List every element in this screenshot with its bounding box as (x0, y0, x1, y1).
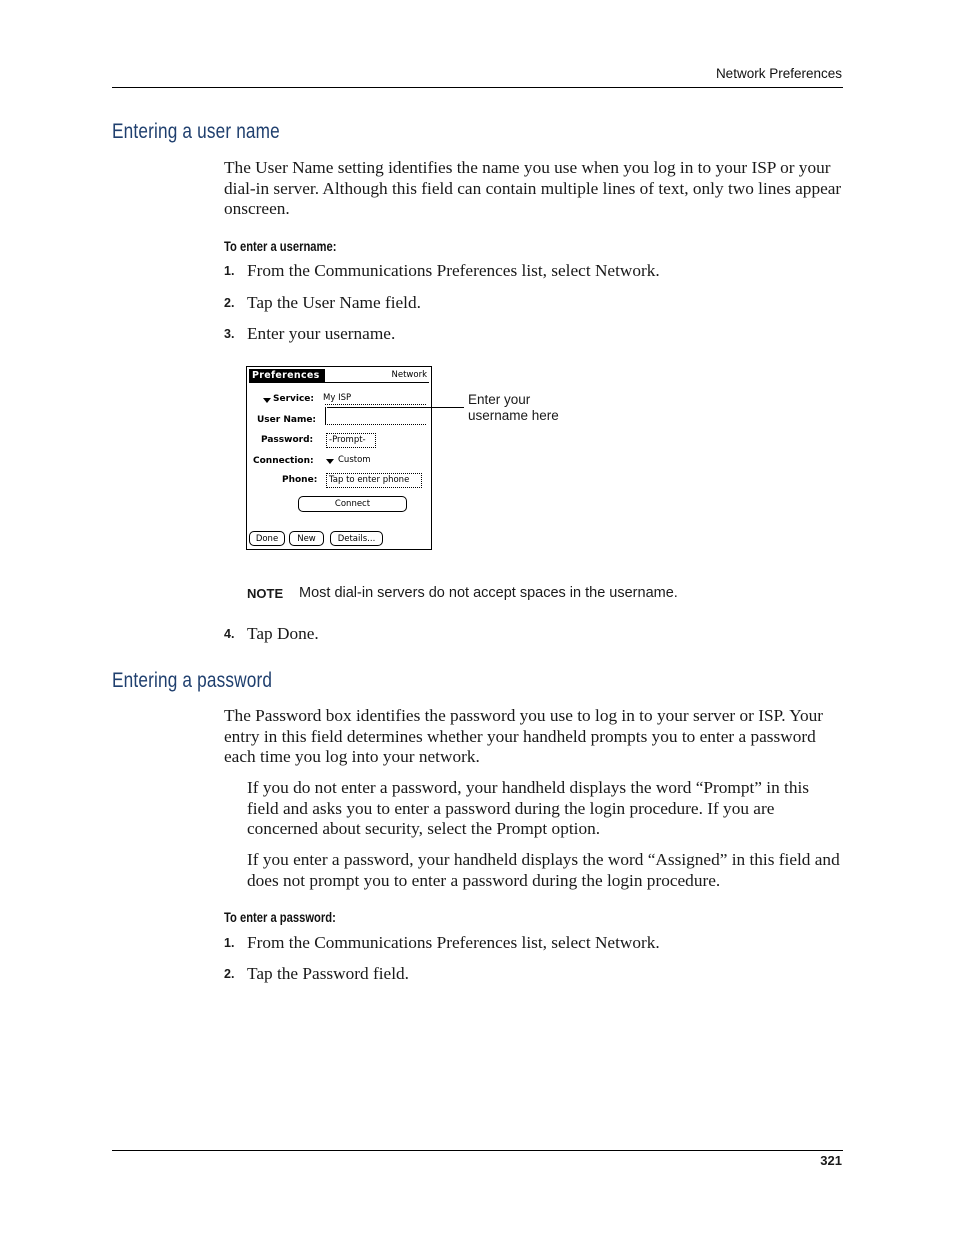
step-number: 2. (224, 967, 235, 981)
callout-line-1: Enter your (468, 392, 531, 407)
step-number: 1. (224, 936, 235, 950)
footer-rule (112, 1150, 843, 1151)
note-text: Most dial-in servers do not accept spaces in the username. (299, 585, 678, 601)
password-intro: The Password box identifies the password you use to log in to your server or ISP. Your entry in this field determines whether your handheld prompts you to enter a password each time you log into your network. (224, 706, 824, 766)
password-step-1 (224, 933, 844, 955)
step-text: Enter your username. (247, 324, 396, 343)
step-text: From the Communications Preferences list, select Network. (247, 933, 660, 952)
procedure-title-username: To enter a username: (224, 238, 337, 254)
page-number: 321 (820, 1153, 842, 1168)
step-text: Tap the Password field. (247, 964, 409, 983)
step-1 (224, 261, 844, 283)
phone-field[interactable]: Tap to enter phone (326, 473, 422, 488)
phone-label: Phone: (282, 475, 318, 485)
user-name-cursor (325, 407, 326, 425)
password-field[interactable]: -Prompt- (326, 433, 376, 448)
step-4 (224, 624, 844, 646)
running-header-title: Network Preferences (715, 66, 842, 81)
step-number: 4. (224, 627, 235, 641)
step-number: 2. (224, 296, 235, 310)
section-heading-password: Entering a password (112, 669, 273, 692)
callout-label (468, 392, 608, 424)
palm-title-bar (249, 369, 429, 383)
palm-title: Preferences (249, 369, 325, 383)
step-text: Tap the User Name field. (247, 293, 421, 312)
step-3 (224, 324, 844, 346)
service-underline (325, 404, 426, 405)
note-label: NOTE (247, 586, 284, 601)
password-step-2 (224, 964, 844, 986)
callout-leader-line (327, 407, 464, 408)
running-header (112, 64, 843, 88)
new-button[interactable]: New (289, 531, 324, 546)
procedure-title-password: To enter a password: (224, 909, 336, 925)
step-number: 1. (224, 264, 235, 278)
section-heading-user-name: Entering a user name (112, 120, 280, 143)
user-name-intro: The User Name setting identifies the name you use when you log in to your ISP or your dial-in server. Although this field can contain multiple lines of text, only two lines appear onscreen. (224, 158, 842, 218)
user-name-field-line-1[interactable] (325, 424, 426, 425)
connect-button[interactable]: Connect (298, 496, 407, 512)
palm-title-underline (325, 382, 429, 383)
connection-dropdown-arrow-icon[interactable] (326, 459, 334, 464)
password-label: Password: (261, 435, 314, 445)
step-text: Tap Done. (247, 624, 319, 643)
service-label: Service: (273, 394, 315, 404)
callout-line-2: username here (468, 408, 559, 423)
palm-network-screen (246, 366, 432, 550)
password-assigned-paragraph: If you enter a password, your handheld displays the word “Assigned” in this field and does not prompt you to enter a password during the login procedure. (247, 850, 840, 890)
service-dropdown-arrow-icon[interactable] (263, 398, 271, 403)
step-2 (224, 293, 844, 315)
user-name-label: User Name: (257, 415, 317, 425)
connection-value[interactable]: Custom (338, 455, 371, 465)
details-button[interactable]: Details... (330, 531, 383, 546)
note-box (247, 585, 847, 605)
palm-panel-name: Network (391, 370, 427, 380)
connection-label: Connection: (253, 456, 314, 466)
step-text: From the Communications Preferences list, select Network. (247, 261, 660, 280)
password-prompt-paragraph: If you do not enter a password, your handheld displays the word “Prompt” in this field and asks you to enter a password during the login procedure. If you are concerned about security, select the Prompt option. (247, 778, 810, 838)
service-value[interactable]: My ISP (323, 393, 352, 403)
step-number: 3. (224, 327, 235, 341)
done-button[interactable]: Done (249, 531, 285, 546)
